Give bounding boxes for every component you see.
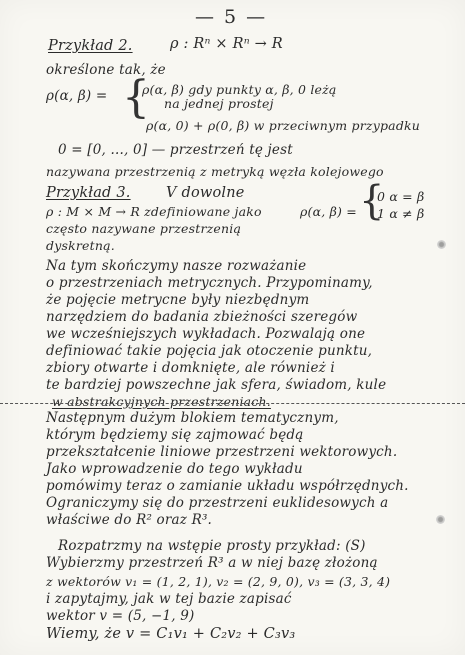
punch-hole-top: [437, 240, 446, 249]
example-3-naming-1: często nazywane przestrzenią: [46, 221, 242, 236]
para-2-line-2: którym będziemy się zajmować będą: [46, 427, 304, 443]
para-1-line-5: we wcześniejszych wykładach. Pozwalają one: [46, 326, 366, 342]
example-3-rho: ρ(α, β) =: [300, 204, 357, 219]
para-3-line-1: Rozpatrzmy na wstępie prosty przykład: (S): [58, 538, 366, 554]
para-2-line-5: pomówimy teraz o zamianie układu współrzędnych.: [46, 478, 409, 494]
para-1-line-2: o przestrzeniach metrycznych. Przypominamy,: [46, 275, 373, 291]
para-3-line-5: wektor v = (5, −1, 9): [46, 608, 195, 624]
para-3-line-3: z wektorów v₁ = (1, 2, 1), v₂ = (2, 9, 0), v₃ = (3, 3, 4): [46, 574, 391, 589]
para-1-line-7: zbiory otwarte i domknięte, ale również i: [46, 360, 335, 376]
para-1-line-9: w abstrakcyjnych przestrzeniach.: [52, 394, 271, 409]
para-3-line-6: Wiemy, że v = C₁v₁ + C₂v₂ + C₃v₃: [46, 626, 296, 642]
example-2-heading: Przykład 2.: [48, 38, 133, 54]
example-2-origin: 0 = [0, ..., 0] — przestrzeń tę jest: [58, 142, 293, 158]
example-3-naming-2: dyskretną.: [46, 238, 115, 253]
para-2-line-7: właściwe do R² oraz R³.: [46, 512, 213, 528]
example-2-map: ρ : Rⁿ × Rⁿ → R: [170, 36, 283, 52]
dashed-divider: [0, 403, 465, 404]
example-2-case-1: ρ(α, β) gdy punkty α, β, 0 leżą: [142, 82, 337, 97]
example-3-heading: Przykład 3.: [46, 185, 131, 201]
example-2-naming: nazywana przestrzenią z metryką węzła kolejowego: [46, 164, 384, 179]
example-3-case-b: 1 α ≠ β: [377, 206, 425, 221]
para-3-line-2: Wybierzmy przestrzeń R³ a w niej bazę złożoną: [46, 555, 378, 571]
para-2-line-1: Następnym dużym blokiem tematycznym,: [46, 410, 339, 426]
para-3-line-4: i zapytajmy, jak w tej bazie zapisać: [46, 591, 292, 607]
punch-hole-bottom: [436, 515, 445, 524]
example-2-case-2: ρ(α, 0) + ρ(0, β) w przeciwnym przypadku: [146, 118, 421, 133]
example-2-case-1b: na jednej prostej: [164, 96, 274, 111]
para-2-line-4: Jako wprowadzenie do tego wykładu: [46, 461, 303, 477]
para-2-line-3: przekształcenie liniowe przestrzeni wektorowych.: [46, 444, 398, 460]
example-2-definition: określone tak, że: [46, 62, 166, 78]
right-case-brace: {: [359, 178, 385, 224]
para-1-line-4: narzędziem do badania zbieżności szeregów: [46, 309, 358, 325]
para-1-line-3: że pojęcie metrycne były niezbędnym: [46, 292, 310, 308]
example-3-case-a: 0 α = β: [377, 189, 425, 204]
example-2-lhs: ρ(α, β) =: [46, 88, 108, 104]
para-1-line-1: Na tym skończymy nasze rozważanie: [46, 258, 307, 274]
example-3-v: V dowolne: [166, 185, 245, 201]
example-3-map: ρ : M × M → R zdefiniowane jako: [46, 204, 262, 219]
para-2-line-6: Ograniczymy się do przestrzeni euklidesowych a: [46, 495, 389, 511]
page-number: — 5 —: [195, 6, 268, 28]
para-1-line-6: definiować takie pojęcia jak otoczenie punktu,: [46, 343, 373, 359]
para-1-line-8: te bardziej powszechne jak sfera, świadom, kule: [46, 377, 387, 393]
left-brace: {: [122, 72, 150, 123]
